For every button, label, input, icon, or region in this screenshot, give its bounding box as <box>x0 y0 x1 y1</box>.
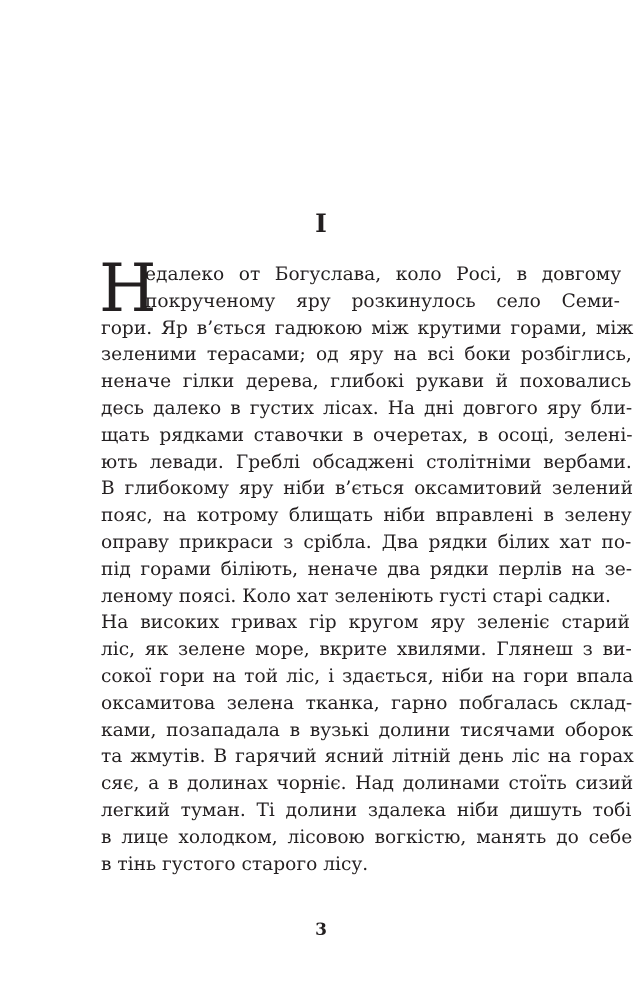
text-line: сяє, а в долинах чорніє. Над долинами стоїть сизий <box>101 773 634 795</box>
text-line: в лице холодком, лісовою вогкістю, манять до себе <box>101 826 633 848</box>
text-line: зеленими терасами; од яру на всі боки розбіглись, <box>101 344 632 366</box>
text-line: оксамитова зелена тканка, гарно побгалась склад- <box>101 692 633 714</box>
text-line: неначе гілки дерева, глибокі рукави й поховались <box>101 371 632 393</box>
text-line: під горами біліють, неначе два рядки перлів на зе- <box>101 558 632 580</box>
text-line: В глибокому яру ніби в’ється оксамитовий зелений <box>101 478 633 500</box>
text-line: та жмутів. В гарячий ясний літній день ліс на горах <box>101 746 634 768</box>
text-line: сокої гори на той ліс, і здається, ніби на гори впала <box>101 666 634 687</box>
text-line: ками, позападала в вузькі долини тисячами оборок <box>101 719 634 741</box>
text-line: леному поясі. Коло хат зеленіють густі старі садки. <box>101 585 611 607</box>
text-line: едалеко от Богуслава, коло Росі, в довгому <box>145 264 622 285</box>
text-line: десь далеко в густих лісах. На дні довгого яру бли- <box>101 398 633 419</box>
text-line: легкий туман. Ті долини здалека ніби дишуть тобі <box>101 800 632 821</box>
text-line: ліс, як зелене море, вкрите хвилями. Глянеш з ви- <box>101 639 632 661</box>
page-number: 3 <box>315 920 327 940</box>
text-line: пояс, на котрому блищать ніби вправлені в зелену <box>101 505 632 527</box>
text-line: щать рядками ставочки в очеретах, в осоці, зелені- <box>101 424 633 446</box>
body-text <box>99 250 634 878</box>
chapter-number: I <box>315 209 327 238</box>
drop-cap: Н <box>99 250 157 327</box>
text-line: На високих гривах гір кругом яру зеленіє старий <box>101 612 630 634</box>
text-line: в тінь густого старого лісу. <box>101 853 369 875</box>
text-line: оправу прикраси з срібла. Два рядки білих хат по- <box>101 532 632 553</box>
text-line: ють левади. Греблі обсаджені столітніми вербами. <box>101 451 632 473</box>
text-line: покрученому яру розкинулось село Семи- <box>145 290 620 312</box>
text-line: гори. Яр в’ється гадюкою між крутими горами, між <box>101 317 634 339</box>
